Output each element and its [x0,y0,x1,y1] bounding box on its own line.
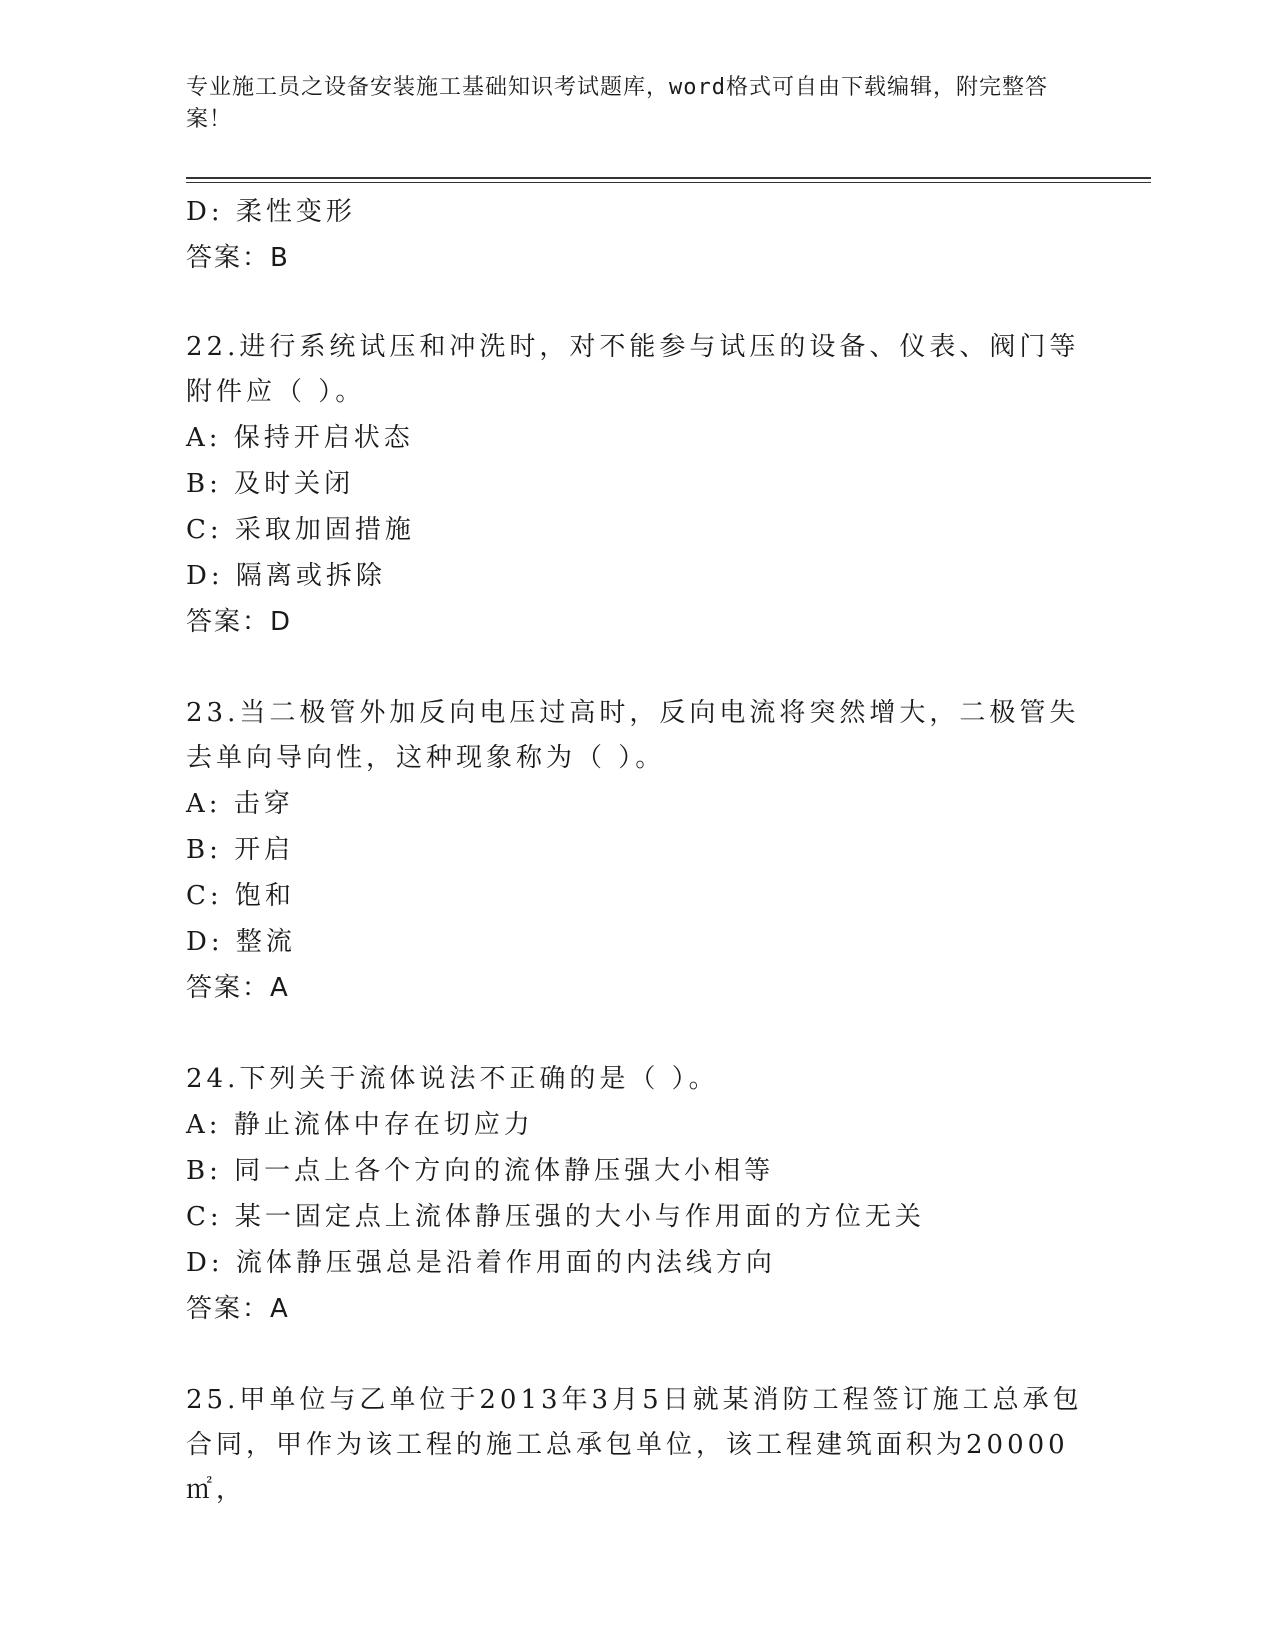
question-22-option-c: C: 采取加固措施 [186,515,415,545]
question-24-option-d: D: 流体静压强总是沿着作用面的内法线方向 [186,1248,776,1278]
question-23-option-c: C: 饱和 [186,881,295,911]
question-22-option-b: B: 及时关闭 [186,469,355,499]
prev-answer: 答案：B [186,243,290,273]
question-24-answer: 答案：A [186,1294,290,1324]
question-23-answer: 答案：A [186,973,290,1003]
question-22-answer: 答案：D [186,607,293,637]
document-header: 专业施工员之设备安装施工基础知识考试题库，word格式可自由下载编辑，附完整答案！ [186,75,1048,132]
question-text: 当二极管外加反向电压过高时，反向电流将突然增大，二极管失去单向导向性，这种现象称为（ ）。 [186,698,1080,773]
header-rule-thick [186,177,1151,179]
question-number: 23. [186,698,240,728]
question-22-option-d: D: 隔离或拆除 [186,561,386,591]
question-23-stem [186,691,1086,781]
question-24-stem [186,1057,1086,1102]
question-22-stem [186,325,1086,415]
document-body [186,189,1086,1513]
question-23-option-a: A: 击穿 [186,789,294,819]
question-24-option-c: C: 某一固定点上流体静压强的大小与作用面的方位无关 [186,1202,925,1232]
prev-option-d: D: 柔性变形 [186,197,356,227]
question-text: 甲单位与乙单位于2013年3月5日就某消防工程签订施工总承包合同，甲作为该工程的施工总承包单位，该工程建筑面积为20000㎡， [186,1385,1083,1505]
question-23-option-d: D: 整流 [186,927,296,957]
question-number: 25. [186,1385,240,1415]
question-24-option-a: A: 静止流体中存在切应力 [186,1110,534,1140]
question-23-option-b: B: 开启 [186,835,295,865]
question-25-stem [186,1378,1086,1513]
question-22-option-a: A: 保持开启状态 [186,423,414,453]
question-text: 下列关于流体说法不正确的是（ ）。 [239,1064,719,1094]
question-text: 进行系统试压和冲洗时，对不能参与试压的设备、仪表、阀门等附件应（ ）。 [186,332,1080,407]
header-rule-thin [186,182,1151,183]
question-24-option-b: B: 同一点上各个方向的流体静压强大小相等 [186,1156,775,1186]
question-number: 22. [186,332,240,362]
question-number: 24. [186,1064,240,1094]
